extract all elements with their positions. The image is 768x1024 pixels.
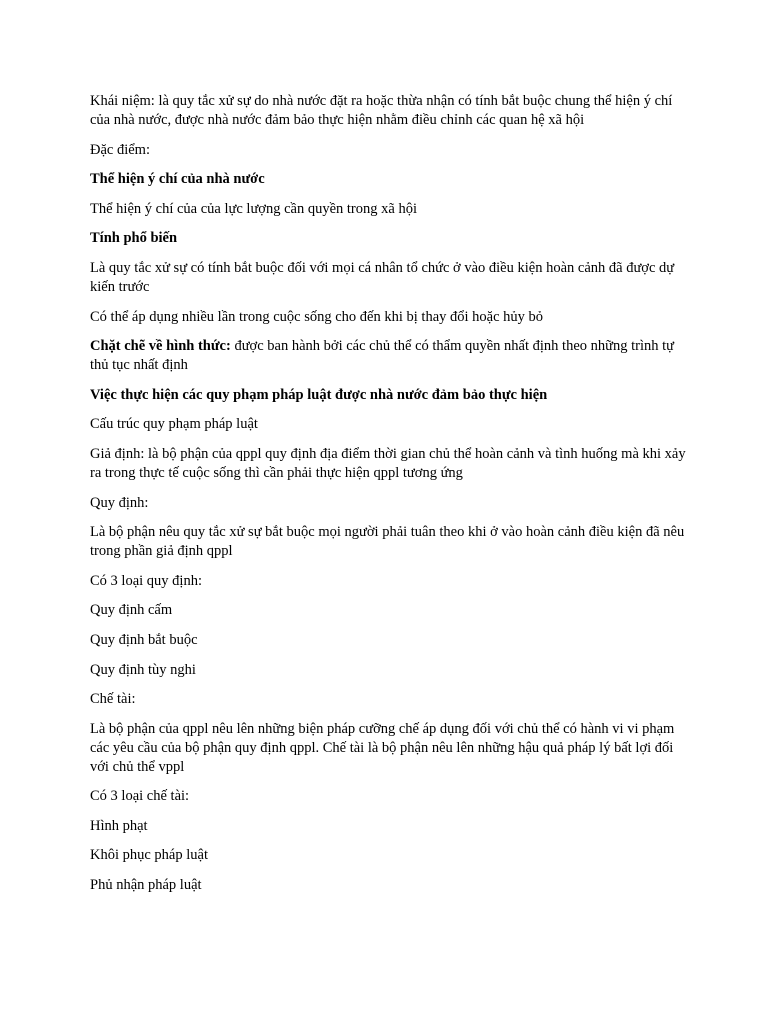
paragraph-restore: Khôi phục pháp luật (90, 847, 208, 864)
paragraph-disposition-types: Có 3 loại quy định: (90, 572, 202, 589)
document-page (90, 92, 690, 906)
heading-enforcement: Việc thực hiện các quy phạm pháp luật được nhà nước đảm bảo thực hiện (90, 386, 548, 403)
formality-text: được ban hành bởi các chủ thể có thẩm quyền nhất định theo những trình tự thủ tục nhất định (90, 338, 675, 374)
heading-universality: Tính phổ biến (90, 230, 178, 247)
paragraph-penalty: Hình phạt (90, 817, 148, 834)
paragraph-sanction: Là bộ phận của qppl nêu lên những biện pháp cưỡng chế áp dụng đối với chủ thể có hành vi vi phạm các yêu cầu của bộ phận quy định qppl. Chế tài là bộ phận nêu lên những hậu quả pháp lý bất lợi đối với chủ thể vppl (90, 720, 675, 775)
paragraph-negate: Phủ nhận pháp luật (90, 877, 202, 894)
paragraph-definition: Khái niệm: là quy tắc xử sự do nhà nước đặt ra hoặc thừa nhận có tính bắt buộc chung thể hiện ý chí của nhà nước, được nhà nước đảm bảo thực hiện nhằm điều chỉnh các quan hệ xã hội (90, 93, 673, 128)
paragraph-formality (90, 337, 690, 375)
paragraph-mandatory: Quy định bắt buộc (90, 631, 198, 648)
paragraph-universality-1: Là quy tắc xử sự có tính bắt buộc đối với mọi cá nhân tổ chức ở vào điều kiện hoàn cảnh đã được dự kiến trước (90, 259, 675, 295)
paragraph-disposition: Là bộ phận nêu quy tắc xử sự bắt buộc mọi người phải tuân theo khi ở vào hoàn cảnh điều kiện đã nêu trong phần giả định qppl (90, 524, 685, 560)
heading-state-will: Thể hiện ý chí của nhà nước (90, 171, 265, 188)
paragraph-disposition-label: Quy định: (90, 494, 149, 511)
paragraph-characteristics-label: Đặc điểm: (90, 141, 150, 158)
formality-lead: Chặt chẽ về hình thức: (90, 338, 231, 355)
paragraph-structure: Cấu trúc quy phạm pháp luật (90, 416, 258, 433)
paragraph-sanction-label: Chế tài: (90, 691, 136, 708)
paragraph-sanction-types: Có 3 loại chế tài: (90, 788, 190, 805)
paragraph-universality-2: Có thể áp dụng nhiều lần trong cuộc sống cho đến khi bị thay đổi hoặc hủy bỏ (90, 308, 544, 325)
paragraph-hypothesis: Giả định: là bộ phận của qppl quy định địa điểm thời gian chủ thể hoàn cảnh và tình huống mà khi xảy ra trong thực tế cuộc sống thì cần phải thực hiện qppl tương ứng (90, 445, 686, 481)
paragraph-optional: Quy định tùy nghi (90, 661, 196, 678)
paragraph-prohibit: Quy định cấm (90, 602, 173, 619)
paragraph-state-will: Thể hiện ý chí của của lực lượng cần quyền trong xã hội (90, 200, 417, 217)
